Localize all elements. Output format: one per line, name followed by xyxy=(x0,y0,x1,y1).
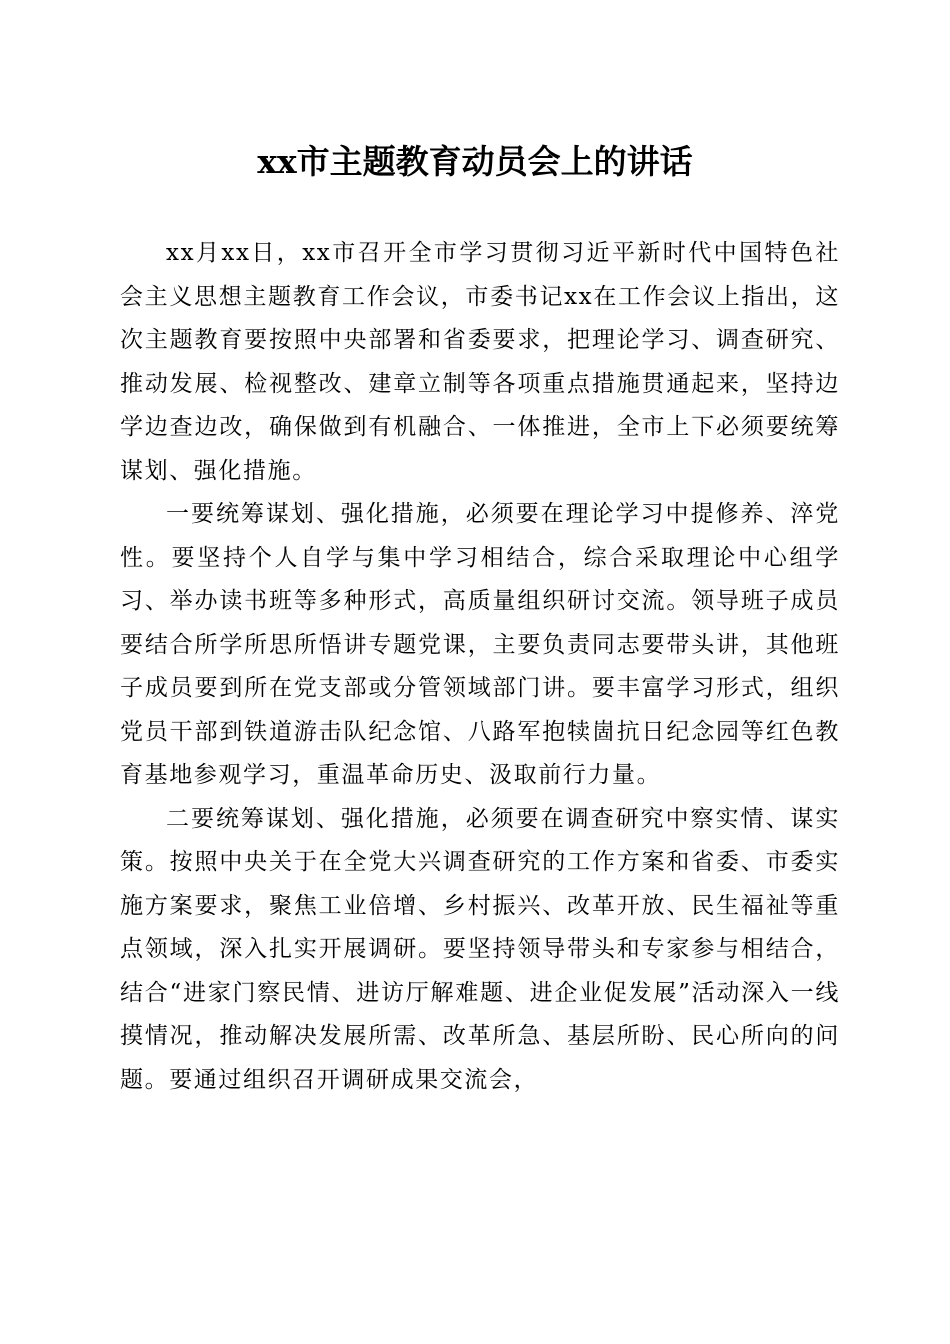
paragraph-investigation-research: 二要统筹谋划、强化措施，必须要在调查研究中察实情、谋实策。按照中央关于在全党大兴调查研究的工作方案和省委、市委实施方案要求，聚焦工业倍增、乡村振兴、改革开放、民生福祉等重点领域，深入扎实开展调研。要坚持领导带头和专家参与相结合，结合“进家门察民情、进访厅解难题、进企业促发展”活动深入一线摸情况，推动解决发展所需、改革所急、基层所盼、民心所向的问题。要通过组织召开调研成果交流会， xyxy=(120,805,840,1093)
document-body xyxy=(120,232,840,1102)
paragraph-theory-study: 一要统筹谋划、强化措施，必须要在理论学习中提修养、淬党性。要坚持个人自学与集中学习相结合，综合采取理论中心组学习、举办读书班等多种形式，高质量组织研讨交流。领导班子成员要结合所学所思所悟讲专题党课，主要负责同志要带头讲，其他班子成员要到所在党支部或分管领域部门讲。要丰富学习形式，组织党员干部到铁道游击队纪念馆、八路军抱犊崮抗日纪念园等红色教育基地参观学习，重温革命历史、汲取前行力量。 xyxy=(120,501,840,788)
document-title: xx市主题教育动员会上的讲话 xyxy=(257,142,693,181)
paragraph-intro: xx月xx日，xx市召开全市学习贯彻习近平新时代中国特色社会主义思想主题教育工作会议，市委书记xx在工作会议上指出，这次主题教育要按照中央部署和省委要求，把理论学习、调查研究、推动发展、检视整改、建章立制等各项重点措施贯通起来，坚持边学边查边改，确保做到有机融合、一体推进，全市上下必须要统筹谋划、强化措施。 xyxy=(120,240,840,484)
